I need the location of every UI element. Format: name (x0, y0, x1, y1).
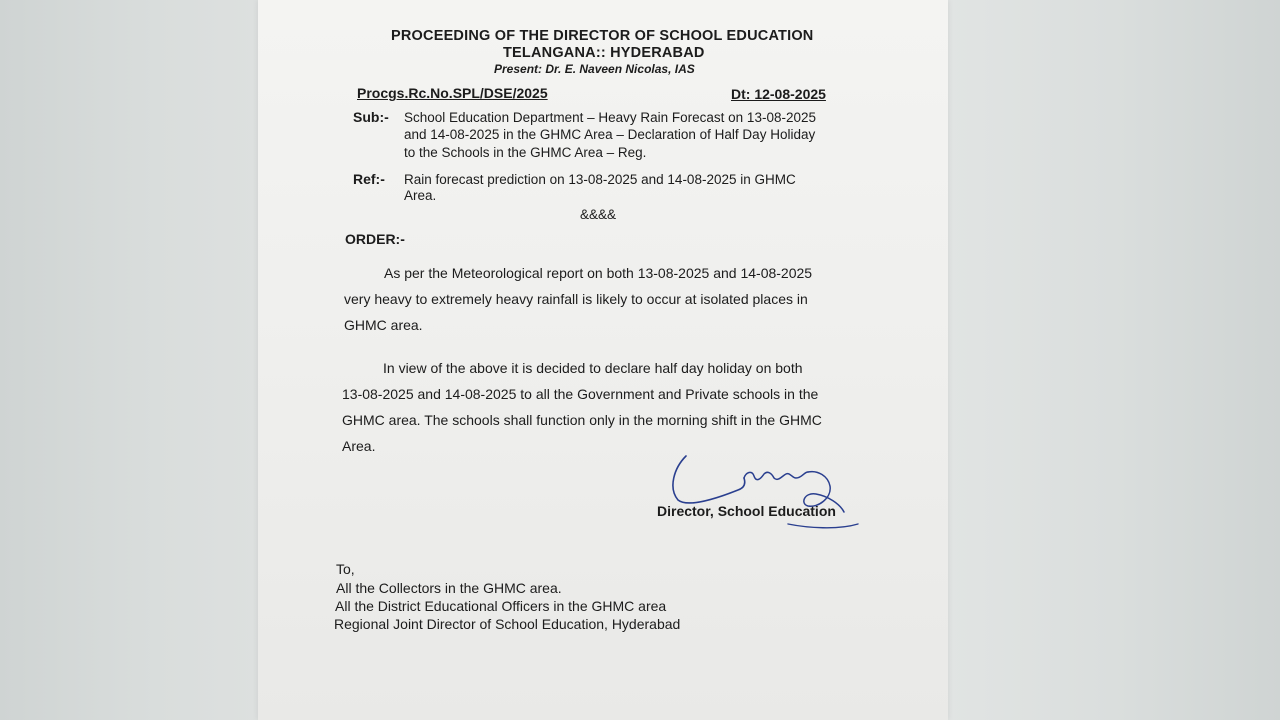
subject-line: and 14-08-2025 in the GHMC Area – Declaration of Half Day Holiday (404, 127, 816, 142)
paragraph-line: very heavy to extremely heavy rainfall is likely to occur at isolated places in (344, 291, 808, 307)
signatory-title: Director, School Education (657, 503, 836, 519)
document-date: Dt: 12-08-2025 (731, 86, 826, 102)
subject-line: School Education Department – Heavy Rain Forecast on 13-08-2025 (404, 110, 816, 125)
signature-image (668, 448, 868, 534)
subject-line: to the Schools in the GHMC Area – Reg. (404, 145, 647, 160)
reference-line: Area. (404, 188, 437, 203)
recipient-item: All the District Educational Officers in the GHMC area (335, 598, 667, 614)
background-right (948, 0, 1280, 720)
paragraph-line: In view of the above it is decided to declare half day holiday on both (383, 360, 803, 376)
header-location: TELANGANA:: HYDERABAD (503, 45, 705, 61)
recipient-item: Regional Joint Director of School Education, Hyderabad (334, 616, 681, 632)
reference-number: Procgs.Rc.No.SPL/DSE/2025 (357, 85, 548, 101)
subject-label: Sub:- (353, 109, 389, 125)
paragraph-line: 13-08-2025 and 14-08-2025 to all the Government and Private schools in the (342, 386, 819, 402)
header-present: Present: Dr. E. Naveen Nicolas, IAS (494, 62, 695, 76)
reference-label: Ref:- (353, 171, 385, 187)
background-left (0, 0, 258, 720)
recipients-to: To, (336, 561, 355, 577)
reference-line: Rain forecast prediction on 13-08-2025 and 14-08-2025 in GHMC (404, 172, 796, 187)
paragraph-line: GHMC area. The schools shall function only in the morning shift in the GHMC (342, 412, 822, 428)
paragraph-line: As per the Meteorological report on both 13-08-2025 and 14-08-2025 (384, 265, 813, 281)
separator: &&&& (580, 207, 617, 222)
paragraph-line: GHMC area. (344, 317, 423, 333)
recipient-item: All the Collectors in the GHMC area. (336, 580, 562, 596)
order-label: ORDER:- (345, 231, 405, 247)
paragraph-line: Area. (342, 438, 376, 454)
header-title: PROCEEDING OF THE DIRECTOR OF SCHOOL EDUCATION (391, 28, 814, 44)
document-page (258, 0, 948, 720)
